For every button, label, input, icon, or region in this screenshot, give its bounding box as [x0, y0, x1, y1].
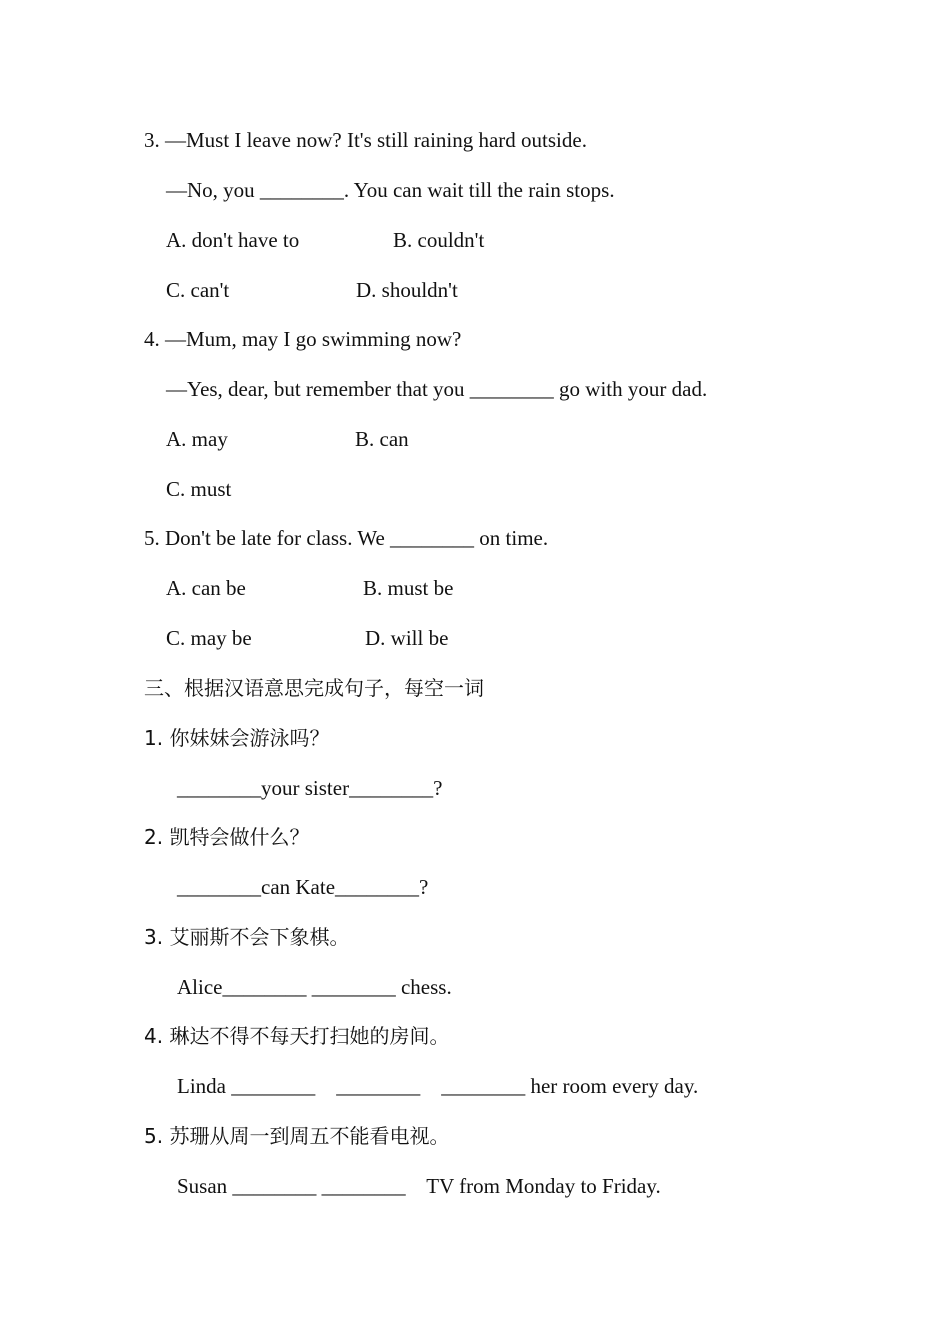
question-3-option-b: B. couldn't: [393, 228, 485, 252]
question-4-reply: —Yes, dear, but remember that you ________ go with your dad.: [166, 377, 708, 401]
question-5-option-b: B. must be: [363, 576, 454, 600]
question-4-stem: 4. —Mum, may I go swimming now?: [144, 327, 462, 351]
translation-2-answer: ________can Kate________?: [177, 875, 429, 899]
question-4-option-a: A. may: [166, 427, 228, 451]
question-3-option-d: D. shouldn't: [356, 278, 458, 302]
question-3-stem: 3. —Must I leave now? It's still raining hard outside.: [144, 128, 587, 152]
question-5-stem: 5. Don't be late for class. We ________ on time.: [144, 526, 549, 550]
translation-2-prompt: 2. 凯特会做什么？: [144, 825, 310, 849]
section-3-heading: 三、根据汉语意思完成句子，每空一词: [144, 676, 484, 700]
translation-4-answer: Linda ________ ________ ________ her room every day.: [177, 1074, 699, 1098]
question-4-option-c: C. must: [166, 477, 232, 501]
translation-3-answer: Alice________ ________ chess.: [177, 975, 452, 999]
question-5-option-c: C. may be: [166, 626, 252, 650]
translation-3-prompt: 3. 艾丽斯不会下象棋。: [144, 925, 350, 949]
question-3-reply: —No, you ________. You can wait till the rain stops.: [166, 178, 615, 202]
translation-5-answer: Susan ________ ________ TV from Monday to Friday.: [177, 1174, 661, 1198]
translation-5-prompt: 5. 苏珊从周一到周五不能看电视。: [144, 1124, 450, 1148]
translation-1-answer: ________your sister________?: [177, 776, 443, 800]
question-5-option-d: D. will be: [365, 626, 449, 650]
question-4-option-b: B. can: [355, 427, 409, 451]
question-3-option-a: A. don't have to: [166, 228, 300, 252]
translation-4-prompt: 4. 琳达不得不每天打扫她的房间。: [144, 1024, 450, 1048]
translation-1-prompt: 1. 你妹妹会游泳吗？: [144, 726, 330, 750]
question-5-option-a: A. can be: [166, 576, 246, 600]
question-3-option-c: C. can't: [166, 278, 230, 302]
